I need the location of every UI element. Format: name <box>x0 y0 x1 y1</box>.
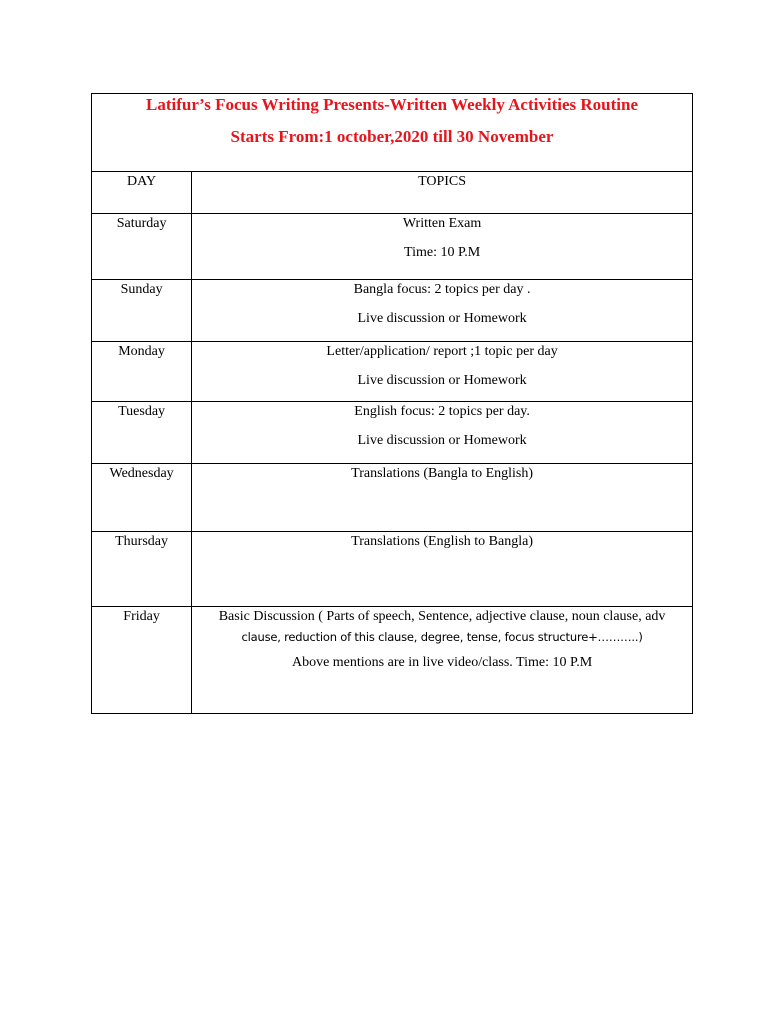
topic-line: Live discussion or Homework <box>357 373 527 388</box>
day-cell: Tuesday <box>92 402 192 464</box>
day-cell: Friday <box>92 607 192 714</box>
topic-line-continued: clause, reduction of this clause, degree, tense, focus structure+………..) <box>241 630 643 644</box>
day-cell: Wednesday <box>92 464 192 532</box>
routine-table <box>91 93 693 714</box>
topic-line: Time: 10 P.M <box>404 245 481 260</box>
document-subtitle: Starts From:1 october,2020 till 30 November <box>230 127 554 146</box>
topic-cell <box>192 342 693 402</box>
topic-cell <box>192 214 693 280</box>
table-row-sunday <box>92 280 693 342</box>
topic-line: Translations (English to Bangla) <box>351 534 534 549</box>
topic-cell <box>192 607 693 714</box>
topic-line: English focus: 2 topics per day. <box>354 404 530 419</box>
title-cell <box>92 94 693 172</box>
day-cell: Sunday <box>92 280 192 342</box>
table-row-friday <box>92 607 693 714</box>
table-row-tuesday <box>92 402 693 464</box>
topic-line: Above mentions are in live video/class. Time: 10 P.M <box>291 655 593 670</box>
day-cell: Saturday <box>92 214 192 280</box>
title-row <box>92 94 693 172</box>
topic-cell <box>192 280 693 342</box>
day-cell: Monday <box>92 342 192 402</box>
topic-line: Live discussion or Homework <box>357 311 527 326</box>
header-row <box>92 172 693 214</box>
topic-line: Basic Discussion ( Parts of speech, Sentence, adjective clause, noun clause, adv <box>218 609 666 624</box>
topic-line: Letter/application/ report ;1 topic per day <box>326 344 558 359</box>
table-row-thursday <box>92 532 693 607</box>
day-cell: Thursday <box>92 532 192 607</box>
topic-line: Live discussion or Homework <box>357 433 527 448</box>
topic-cell <box>192 402 693 464</box>
document-title: Latifur’s Focus Writing Presents-Written Weekly Activities Routine <box>145 95 638 114</box>
header-topics: TOPICS <box>192 172 693 214</box>
topic-line: Bangla focus: 2 topics per day . <box>353 282 531 297</box>
topic-cell <box>192 464 693 532</box>
header-day: DAY <box>92 172 192 214</box>
table-row-monday <box>92 342 693 402</box>
topic-cell <box>192 532 693 607</box>
table-row-saturday <box>92 214 693 280</box>
topic-line: Translations (Bangla to English) <box>351 466 534 481</box>
topic-line: Written Exam <box>402 216 482 231</box>
table-row-wednesday <box>92 464 693 532</box>
